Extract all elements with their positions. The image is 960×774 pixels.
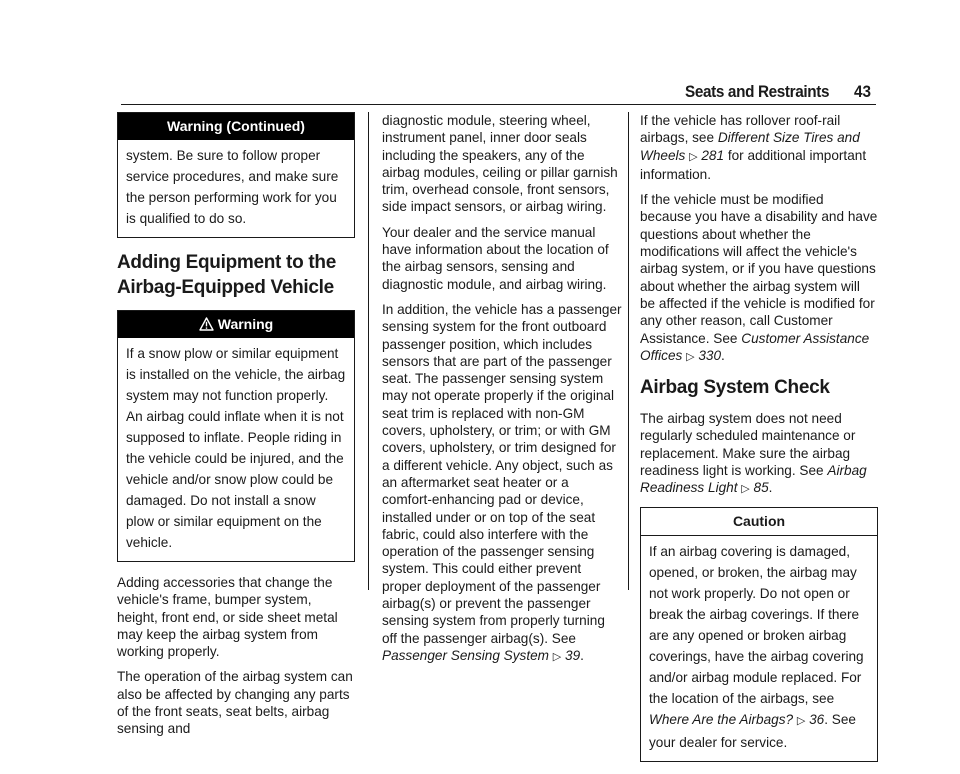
warning-box	[117, 310, 355, 562]
xref-page[interactable]: 330	[698, 347, 722, 363]
xref-link[interactable]: Where Are the Airbags?	[649, 711, 794, 727]
column-3	[640, 112, 878, 774]
punctuation: .	[721, 347, 725, 363]
triangle-right-icon: ▷	[686, 350, 695, 363]
page-number: 43	[854, 82, 872, 101]
triangle-right-icon: ▷	[689, 150, 698, 163]
punctuation: .	[580, 647, 584, 663]
xref-link[interactable]: Different Size Tires and Wheels	[640, 130, 860, 163]
paragraph	[640, 191, 878, 366]
triangle-right-icon: ▷	[796, 714, 806, 727]
caution-body	[641, 536, 877, 761]
section-title: Seats and Restraints	[684, 82, 829, 101]
paragraph-text: If the vehicle must be modified because you have a disability and have questions about whether the modifications will affect the vehicle's airbag system, or if you have questions about whether the airbag system will be affected if the vehicle is modified for any other reason, call Customer Assistance. See	[640, 192, 878, 346]
xref-link[interactable]: Passenger Sensing System	[382, 647, 549, 663]
caution-text-end: . See your dealer for service.	[649, 711, 856, 750]
paragraph	[640, 410, 878, 498]
section-heading: Airbag System Check	[640, 377, 830, 399]
warning-title-text: Warning	[217, 316, 274, 332]
xref-page[interactable]: 36	[809, 711, 825, 727]
column-2	[382, 112, 622, 674]
paragraph-text: The airbag system does not need regularly scheduled maintenance or replacement. Make sure the airbag readiness light is working. See	[640, 411, 856, 479]
triangle-right-icon: ▷	[741, 483, 750, 496]
xref-link[interactable]: Customer Assistance Offices	[640, 330, 870, 363]
section-heading: Adding Equipment to the Airbag-Equipped Vehicle	[117, 252, 336, 298]
header-rule	[121, 104, 876, 105]
caution-text: If an airbag covering is damaged, opened, or broken, the airbag may not work properly. Do not open or break the airbag coverings. If there are any opened or broken airbag coverings, have the airbag covering and/or airbag module replaced. For the location of the airbags, see	[649, 543, 864, 706]
xref-page[interactable]: 39	[565, 647, 581, 663]
caution-box	[640, 507, 878, 762]
warning-continued-title: Warning (Continued)	[118, 113, 354, 140]
paragraph-text: In addition, the vehicle has a passenger sensing system for the front outboard passenger position, which includes sensors that are part of the passenger seat. The passenger sensing system may not operate properly if the original seat trim is replaced with non-GM covers, upholstery, or trim; or with GM covers, upholstery, or trim designed for a different vehicle. Any object, such as an aftermarket seat heater or a comfort-enhancing pad or device, installed under or on top of the seat fabric, could also interfere with the operation of the passenger sensing system. This could either prevent proper deployment of the passenger airbag(s) or prevent the passenger sensing system from properly turning off the passenger airbag(s). See	[382, 301, 622, 646]
warning-body: If a snow plow or similar equipment is installed on the vehicle, the airbag system may not function properly. An airbag could inflate when it is not supposed to inflate. People riding in the vehicle could be injured, and the vehicle and/or snow plow could be damaged. Do not install a snow plow or similar equipment on the vehicle.	[126, 346, 346, 550]
caution-title: Caution	[641, 508, 877, 536]
warning-continued-box	[117, 112, 355, 238]
paragraph: Your dealer and the service manual have information about the location of the airbag sensors, sensing and diagnostic module, and airbag wiring.	[382, 224, 609, 292]
xref-link[interactable]: Airbag Readiness Light	[640, 463, 867, 496]
paragraph: The operation of the airbag system can also be affected by changing any parts of the front seats, seat belts, airbag sensing and	[117, 669, 353, 737]
xref-page[interactable]: 281	[701, 147, 725, 163]
paragraph	[382, 301, 622, 666]
column-divider	[628, 112, 629, 590]
paragraph	[640, 112, 878, 183]
column-1	[117, 112, 355, 746]
warning-continued-body: system. Be sure to follow proper service procedures, and make sure the person performing work for you is qualified to do so.	[126, 148, 339, 226]
column-divider	[368, 112, 369, 590]
triangle-right-icon: ▷	[552, 650, 562, 663]
xref-page[interactable]: 85	[753, 480, 769, 496]
paragraph: Adding accessories that change the vehicle's frame, bumper system, height, front end, or side sheet metal may keep the airbag system from working properly.	[117, 575, 338, 660]
paragraph-text: for additional important information.	[640, 147, 867, 182]
warning-title	[118, 311, 354, 338]
paragraph-text: If the vehicle has rollover roof-rail airbags, see	[640, 113, 841, 146]
warning-triangle-icon	[199, 317, 214, 331]
paragraph: diagnostic module, steering wheel, instrument panel, inner door seals including the speakers, any of the airbag modules, ceiling or pillar garnish trim, overhead console, front sensors, side impact sensors, or airbag wiring.	[382, 113, 618, 215]
punctuation: .	[768, 480, 773, 496]
